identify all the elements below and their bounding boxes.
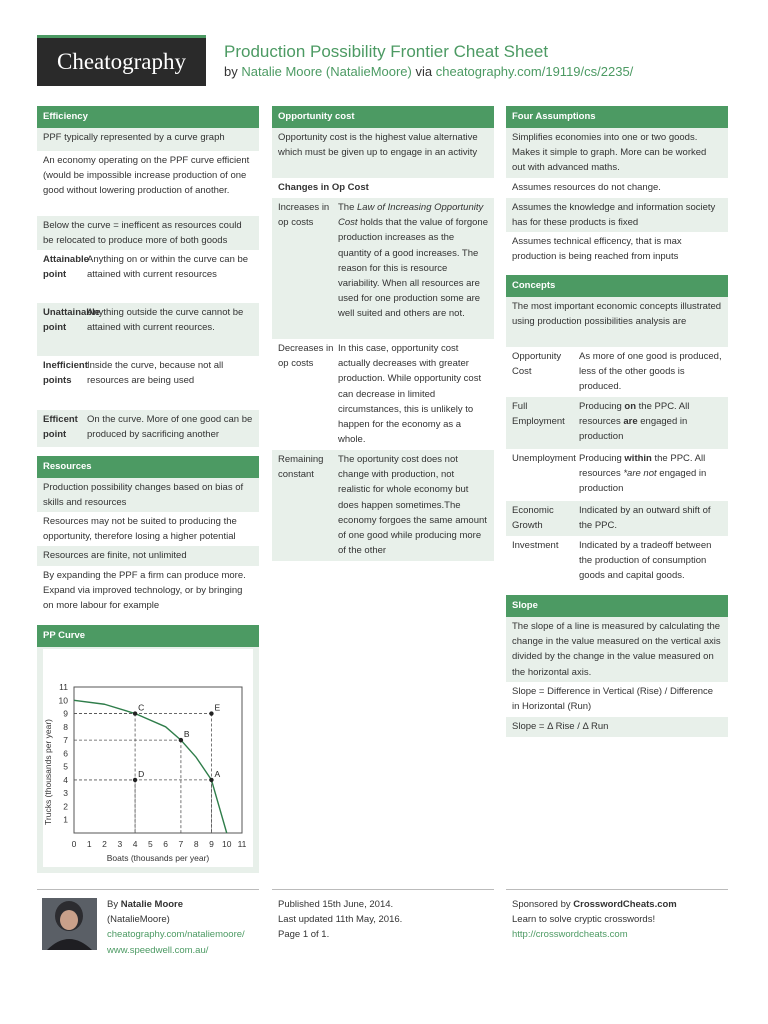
y-tick-label: 1 (63, 814, 68, 825)
resources-row: Production possibility changes based on bias of skills and resources (37, 478, 259, 512)
x-tick-label: 6 (163, 839, 169, 849)
y-tick-label: 3 (63, 788, 68, 799)
footer-author-handle: (NatalieMoore) (107, 914, 170, 926)
sponsor-name[interactable]: CrosswordCheats.com (573, 899, 677, 910)
op-cost-term: Decreases in op costs (278, 343, 334, 370)
term-desc: On the curve. More of one good can be produced by sacrificing another (87, 414, 253, 441)
slope-row: The slope of a line is measured by calculating the change in the value measured on the vertical axis divided by the change in the value measured on the horizontal axis. (506, 617, 728, 682)
op-cost-desc: The oportunity cost does not change with production, not realistic for whole economy but does happen sometimes.The economy forgoes the same amount of one good while producing more of the other (338, 454, 487, 557)
x-tick-label: 7 (178, 839, 184, 849)
op-cost-item (272, 198, 494, 339)
resources-row: By expanding the PPF a firm can produce more. Expand via improved technology, or by bringing on more labour for example (37, 566, 259, 616)
pp-curve-heading: PP Curve (37, 625, 259, 647)
y-tick-label: 5 (63, 761, 68, 772)
x-axis-label: Boats (thousands per year) (106, 853, 210, 863)
opportunity-cost-heading: Opportunity cost (272, 106, 494, 128)
concept-desc: Producing on the PPC. All resources are engaged in production (579, 401, 690, 443)
op-cost-desc: The Law of Increasing Opportunity Cost holds that the value of forgone production increases as the quantity of a good increases. The reason for this is resource variability. When all resources are used for one production some are well suited and others are not. (338, 202, 489, 320)
term-desc: Inside the curve, because not all resources are being used (87, 360, 224, 387)
point-e (209, 711, 213, 715)
term-label: Inefficient points (43, 360, 88, 387)
efficiency-heading: Efficiency (37, 106, 259, 128)
op-cost-term: Increases in op costs (278, 202, 330, 229)
op-cost-item (272, 450, 494, 561)
y-tick-label: 7 (63, 735, 68, 746)
concepts-heading: Concepts (506, 275, 728, 297)
concept-desc: Producing within the PPC. All resources *are not engaged in production (579, 453, 707, 495)
author-avatar (42, 898, 97, 950)
point-label: D (138, 768, 145, 779)
sheet-url-link[interactable]: cheatography.com/19119/cs/2235/ (435, 64, 634, 79)
y-tick-label: 4 (63, 774, 68, 785)
four-assumptions-heading: Four Assumptions (506, 106, 728, 128)
concept-item (506, 347, 728, 397)
efficiency-term-row (37, 303, 259, 356)
author-link[interactable]: Natalie Moore (NatalieMoore) (241, 64, 412, 79)
page-title: Production Possibility Frontier Cheat Sheet (224, 42, 549, 61)
pp-curve-chart-panel (37, 647, 259, 873)
column-middle (272, 106, 494, 561)
footer-divider (272, 889, 494, 890)
point-label: A (214, 768, 221, 779)
efficiency-row: An economy operating on the PPF curve efficient (would be impossible increase production of one good without lowering production of another. (37, 151, 259, 216)
term-label: Efficent point (43, 414, 78, 441)
slope-row: Slope = Δ Rise / Δ Run (506, 717, 728, 737)
byline-by: by (224, 64, 238, 79)
concept-term: Economic Growth (512, 505, 554, 532)
footer-divider (506, 889, 728, 890)
efficiency-term-row (37, 250, 259, 303)
byline (224, 64, 633, 79)
pp-curve-chart (43, 649, 253, 867)
y-tick-label: 9 (63, 708, 68, 719)
cheatography-logo[interactable]: Cheatography (37, 35, 206, 86)
concept-item (506, 536, 728, 586)
efficiency-row: PPF typically represented by a curve graph (37, 128, 259, 151)
changes-subheading: Changes in Op Cost (272, 178, 494, 198)
assumption-row: Assumes technical efficency, that is max production is being reached from inputs (506, 232, 728, 266)
footer-author-link[interactable]: cheatography.com/nataliemoore/ (107, 929, 245, 941)
assumption-row: Assumes the knowledge and information society has for these products is fixed (506, 198, 728, 232)
avatar-image (42, 898, 97, 950)
concept-desc: Indicated by a tradeoff between the production of consumption goods and capital goods. (579, 540, 712, 582)
x-tick-label: 8 (193, 839, 199, 849)
y-tick-label: 2 (63, 801, 68, 812)
slope-heading: Slope (506, 595, 728, 617)
slope-row: Slope = Difference in Vertical (Rise) / Difference in Horizontal (Run) (506, 682, 728, 717)
x-tick-label: 4 (132, 839, 138, 849)
footer-author: By Natalie Moore (NatalieMoore) cheatography.com/nataliemoore/ www.speedwell.com.au/ (107, 897, 245, 958)
concept-item (506, 501, 728, 536)
point-b (179, 738, 183, 742)
concept-item (506, 397, 728, 449)
term-desc: Anything on or within the curve can be attained with current resources (87, 254, 249, 281)
y-tick-label: 8 (63, 721, 68, 732)
x-tick-label: 3 (117, 839, 123, 849)
concept-term: Full Employment (512, 401, 565, 428)
x-tick-label: 11 (237, 839, 247, 849)
footer-website-link[interactable]: www.speedwell.com.au/ (107, 944, 209, 956)
term-label: Unattainable point (43, 307, 101, 334)
concept-item (506, 449, 728, 501)
sponsor-link[interactable]: http://crosswordcheats.com (512, 929, 628, 941)
y-tick-label: 10 (58, 695, 68, 706)
footer-publish-info: Published 15th June, 2014. Last updated 11th May, 2016. Page 1 of 1. (278, 899, 403, 941)
y-tick-label: 6 (63, 748, 68, 759)
x-tick-label: 10 (221, 839, 232, 849)
x-tick-label: 1 (86, 839, 92, 849)
y-axis-label: Trucks (thousands per year) (43, 719, 53, 825)
concepts-intro: The most important economic concepts illustrated using production possibilities analysis are (506, 297, 728, 347)
concept-desc: Indicated by an outward shift of the PPC. (579, 505, 711, 532)
efficiency-term-row (37, 410, 259, 447)
footer-sponsor: Sponsored by CrosswordCheats.com Learn to solve cryptic crosswords! http://crosswordcheats.com (512, 897, 677, 943)
footer-divider (37, 889, 259, 890)
concept-term: Investment (512, 540, 559, 551)
op-cost-term: Remaining constant (278, 454, 324, 481)
byline-via: via (415, 64, 433, 79)
concept-desc: As more of one good is produced, less of the other goods is produced. (579, 351, 722, 393)
assumption-row: Assumes resources do not change. (506, 178, 728, 198)
assumption-row: Simplifies economies into one or two goods. Makes it simple to graph. More can be worked out with advanced maths. (506, 128, 728, 178)
term-label: Attainable point (43, 254, 89, 281)
term-desc: Anything outside the curve cannot be attained with current reources. (87, 307, 244, 334)
x-tick-label: 9 (209, 839, 214, 849)
x-tick-label: 0 (71, 839, 77, 849)
point-a (209, 778, 213, 782)
point-label: C (138, 702, 145, 713)
op-cost-item (272, 339, 494, 450)
resources-heading: Resources (37, 456, 259, 478)
concept-term: Opportunity Cost (512, 351, 562, 378)
point-c (133, 711, 137, 715)
x-tick-label: 2 (102, 839, 107, 849)
point-label: B (183, 729, 190, 740)
concept-term: Unemployment (512, 453, 576, 464)
point-label: E (214, 702, 221, 713)
x-tick-label: 5 (147, 839, 153, 849)
column-right (506, 106, 728, 737)
op-cost-desc: In this case, opportunity cost actually decreases with greater production. While opportunity cost can decrease in limited circumstances, this is unlikely to happen for the economy as a whole. (338, 343, 482, 446)
column-left (37, 106, 259, 873)
efficiency-term-row (37, 356, 259, 410)
y-tick-label: 11 (59, 682, 68, 692)
opportunity-intro: Opportunity cost is the highest value alternative which must be given up to engage in an activity (272, 128, 494, 178)
point-d (133, 778, 137, 782)
resources-row: Resources are finite, not unlimited (37, 546, 259, 566)
efficiency-row: Below the curve = inefficent as resources could be relocated to produce more of both goods (37, 216, 259, 250)
footer-author-name[interactable]: Natalie Moore (120, 899, 184, 910)
resources-row: Resources may not be suited to producing the opportunity, therefore losing a higher potential (37, 512, 259, 546)
